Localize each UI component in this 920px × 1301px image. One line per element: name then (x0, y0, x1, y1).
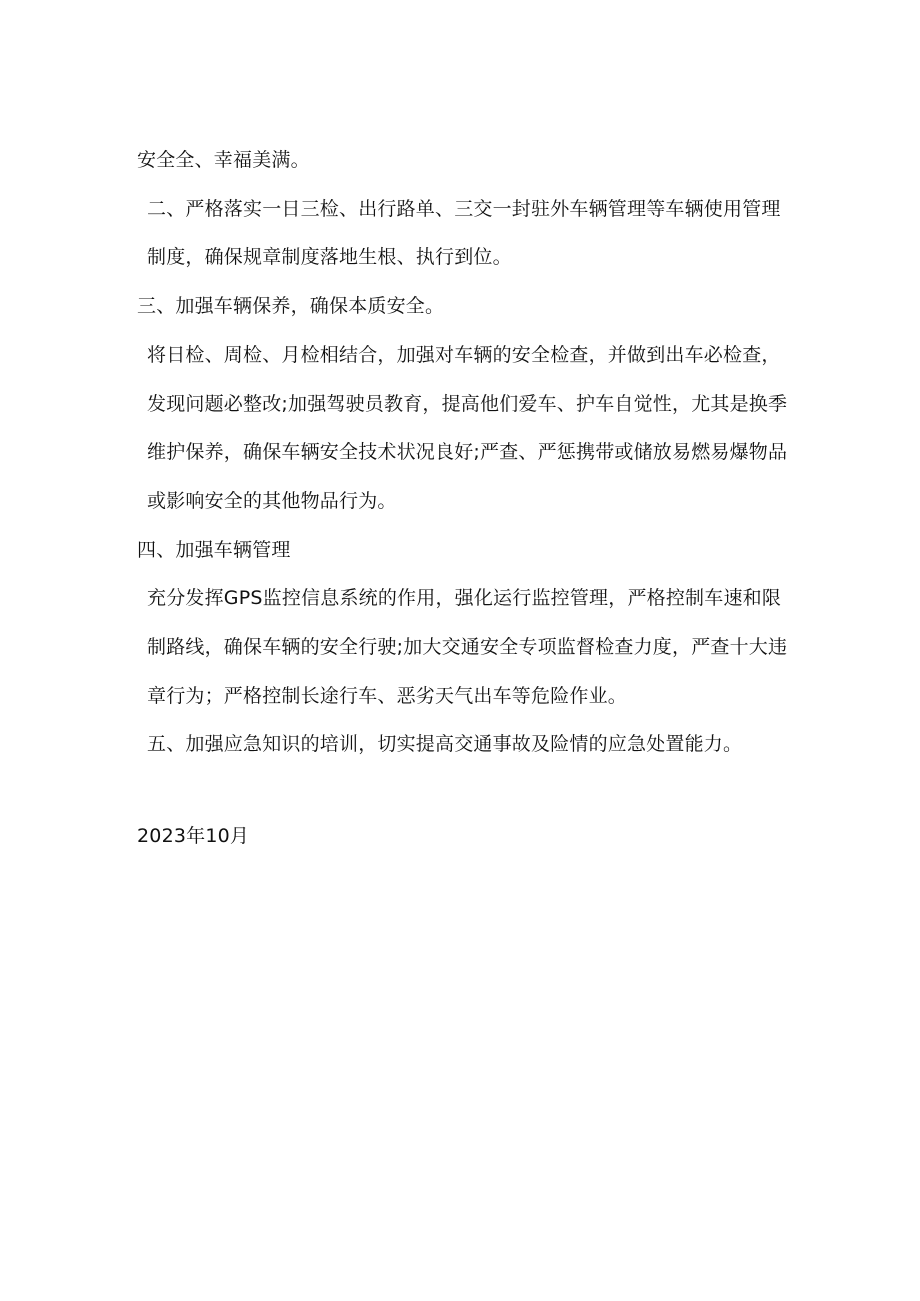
document-body (137, 136, 797, 769)
heading-section-three: 三、加强车辆保养，确保本质安全。 (137, 295, 445, 318)
paragraph-maintenance: 将日检、周检、月检相结合，加强对车辆的安全检查，并做到出车必检查，发现问题必整改;加强驾驶员教育，提高他们爱车、护车自觉性，尤其是换季维护保养，确保车辆安全技术状况良好;严查、严惩携带或储放易燃易爆物品或影响安全的其他物品行为。 (147, 343, 788, 512)
document-date: 2023年10月 (137, 825, 250, 847)
paragraph-section-two: 二、严格落实一日三检、出行路单、三交一封驻外车辆管理等车辆使用管理制度，确保规章制度落地生根、执行到位。 (147, 197, 781, 269)
paragraph-vehicle-management: 充分发挥GPS监控信息系统的作用，强化运行监控管理，严格控制车速和限制路线，确保车辆的安全行驶;加大交通安全专项监督检查力度，严查十大违章行为；严格控制长途行车、恶劣天气出车等危险作业。 (147, 587, 788, 707)
paragraph-continuation: 安全全、幸福美满。 (137, 149, 310, 171)
paragraph-section-five: 五、加强应急知识的培训，切实提高交通事故及险情的应急处置能力。 (147, 733, 743, 756)
heading-section-four: 四、加强车辆管理 (137, 538, 291, 561)
